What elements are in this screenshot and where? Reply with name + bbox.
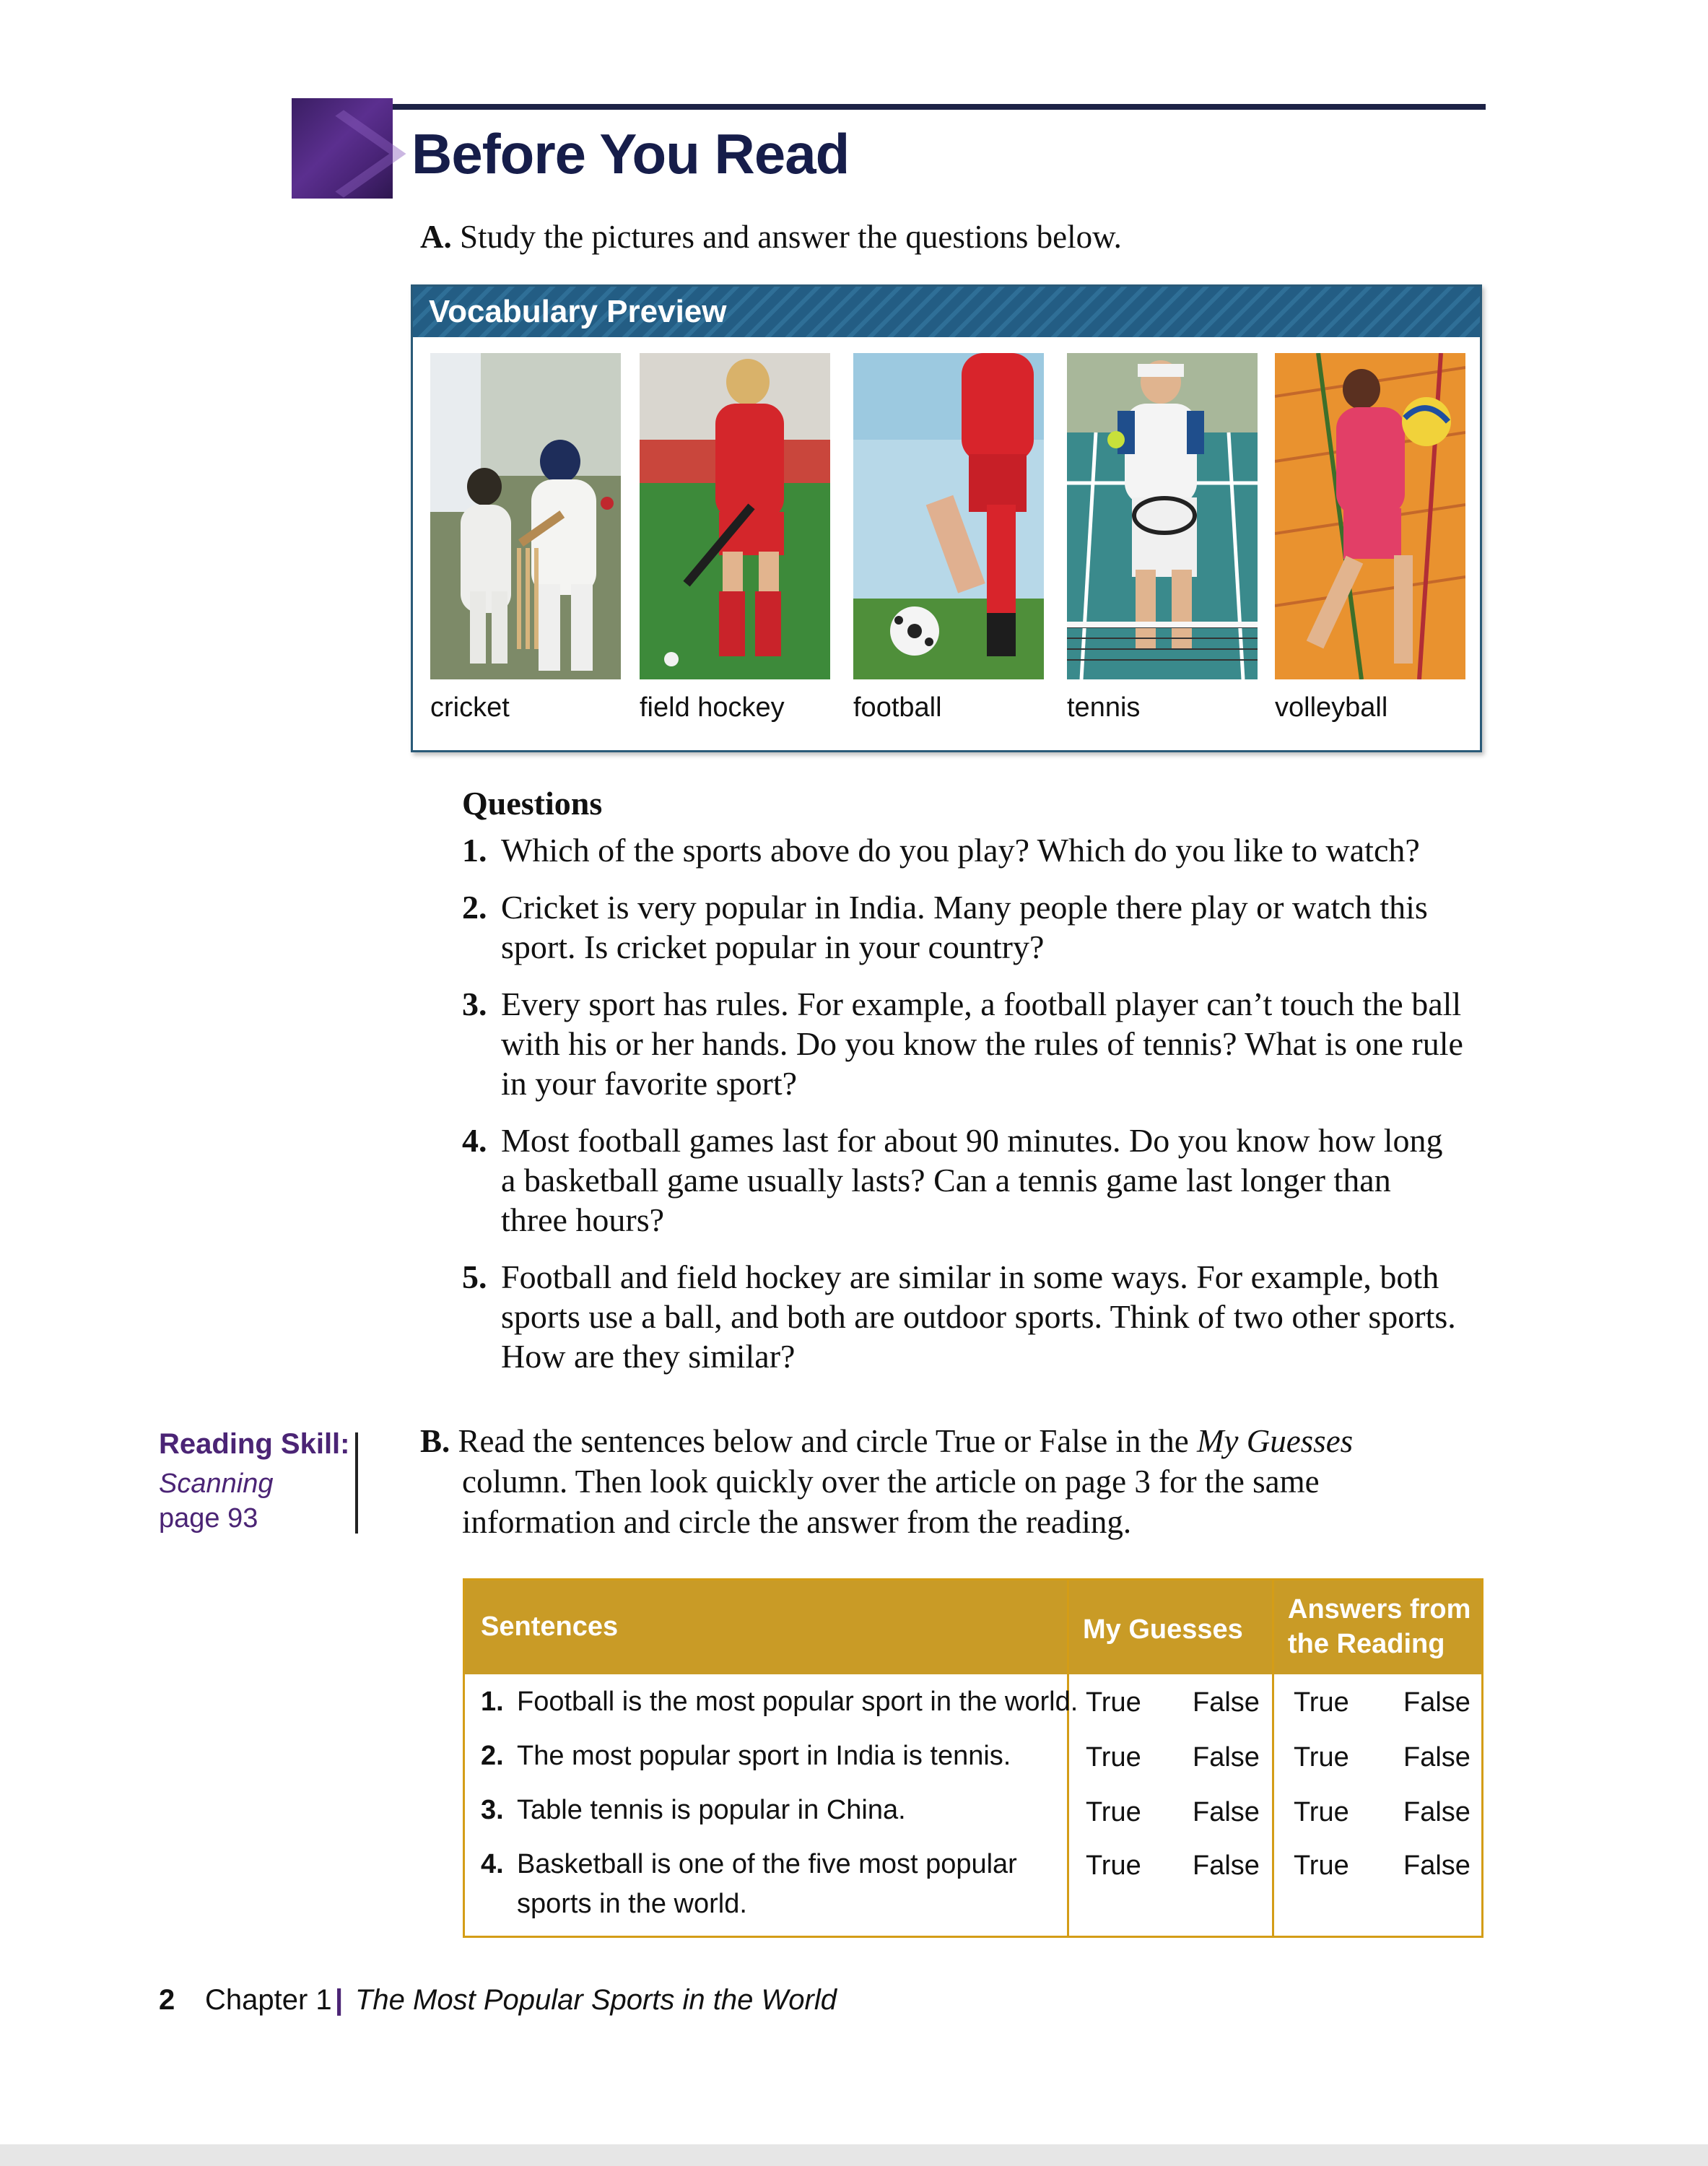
- table-row: [481, 1791, 906, 1829]
- caption-volleyball: volleyball: [1275, 692, 1388, 723]
- tennis-photo: [1067, 353, 1258, 679]
- question-item: [462, 1121, 1461, 1240]
- footer-chapter-title: The Most Popular Sports in the World: [355, 1984, 837, 2016]
- caption-tennis: tennis: [1067, 692, 1141, 723]
- table-row: [481, 1845, 1017, 1883]
- guess-false-option[interactable]: False: [1193, 1742, 1260, 1773]
- guess-true-option[interactable]: True: [1086, 1742, 1141, 1773]
- question-item: [462, 887, 1487, 967]
- answer-true-option[interactable]: True: [1294, 1850, 1349, 1881]
- answer-false-option[interactable]: False: [1403, 1797, 1470, 1827]
- question-text: Cricket is very popular in India. Many people there play or watch this sport. Is cricket popular in your country?: [501, 889, 1428, 965]
- table-row: [481, 1683, 1078, 1721]
- guess-false-option[interactable]: False: [1193, 1687, 1260, 1718]
- section-header-graphic: [292, 98, 393, 199]
- cricket-photo: [430, 353, 621, 679]
- row-sentence: Basketball is one of the five most popular: [517, 1849, 1017, 1879]
- row-number: 4.: [481, 1849, 504, 1879]
- column-divider: [1272, 1580, 1274, 1936]
- volleyball-photo: [1275, 353, 1465, 679]
- section-b-line1: Read the sentences below and circle True or False in the: [458, 1423, 1197, 1459]
- field-hockey-photo: [640, 353, 830, 679]
- question-number: 1.: [462, 832, 487, 869]
- section-b-letter: B.: [420, 1423, 450, 1459]
- guess-false-option[interactable]: False: [1193, 1797, 1260, 1827]
- footer-separator: |: [335, 1984, 344, 2016]
- caption-cricket: cricket: [430, 692, 510, 723]
- vocabulary-preview-title: Vocabulary Preview: [413, 287, 1480, 337]
- section-b-instruction: [420, 1421, 1489, 1542]
- header-sentences: Sentences: [481, 1612, 619, 1642]
- question-text: Most football games last for about 90 minutes. Do you know how long a basketball game usually lasts? Can a tennis game last longer than three hours?: [501, 1122, 1443, 1238]
- header-answers-line1: Answers from: [1288, 1594, 1471, 1624]
- football-photo: [853, 353, 1044, 679]
- row-number: 2.: [481, 1741, 504, 1771]
- questions-heading: Questions: [462, 785, 603, 822]
- answer-true-option[interactable]: True: [1294, 1797, 1349, 1827]
- answer-false-option[interactable]: False: [1403, 1687, 1470, 1718]
- side-note-divider: [355, 1432, 358, 1534]
- guess-true-option[interactable]: True: [1086, 1850, 1141, 1881]
- section-b-line2: column. Then look quickly over the article on page 3 for the same: [462, 1463, 1320, 1500]
- question-number: 3.: [462, 986, 487, 1022]
- section-b-emphasis: My Guesses: [1196, 1423, 1354, 1459]
- page-bottom-edge: [0, 2144, 1708, 2166]
- question-item: [462, 830, 1487, 870]
- answer-true-option[interactable]: True: [1294, 1687, 1349, 1718]
- question-number: 5.: [462, 1258, 487, 1295]
- answer-true-option[interactable]: True: [1294, 1742, 1349, 1773]
- true-false-table: [463, 1578, 1483, 1938]
- footer-chapter: Chapter 1: [205, 1984, 332, 2016]
- section-a-text: Study the pictures and answer the questions below.: [460, 219, 1122, 255]
- row-sentence: Football is the most popular sport in the world.: [517, 1687, 1079, 1717]
- header-answers-line2: the Reading: [1288, 1629, 1445, 1659]
- reading-skill-page-ref: page 93: [159, 1503, 258, 1534]
- row-sentence: The most popular sport in India is tennis.: [517, 1741, 1011, 1771]
- section-b-line3: information and circle the answer from the reading.: [462, 1504, 1132, 1540]
- reading-skill-name: Scanning: [159, 1469, 274, 1499]
- answer-false-option[interactable]: False: [1403, 1742, 1470, 1773]
- page-number: 2: [159, 1984, 175, 2016]
- header-my-guesses: My Guesses: [1083, 1614, 1243, 1645]
- question-item: [462, 984, 1487, 1103]
- question-number: 4.: [462, 1122, 487, 1159]
- header-rule: [393, 104, 1486, 110]
- question-text: Football and field hockey are similar in some ways. For example, both sports use a ball, and both are outdoor sports. Think of two other sports. How are they similar?: [501, 1258, 1456, 1375]
- guess-true-option[interactable]: True: [1086, 1687, 1141, 1718]
- question-text: Every sport has rules. For example, a football player can’t touch the ball with his or her hands. Do you know the rules of tennis? What is one rule in your favorite sport?: [501, 986, 1463, 1102]
- guess-true-option[interactable]: True: [1086, 1797, 1141, 1827]
- section-a-instruction: [420, 217, 1122, 257]
- question-item: [462, 1257, 1487, 1376]
- question-text: Which of the sports above do you play? Which do you like to watch?: [501, 832, 1420, 869]
- caption-football: football: [853, 692, 942, 723]
- column-divider: [1067, 1580, 1069, 1936]
- page-title: Before You Read: [411, 122, 850, 186]
- reading-skill-label: Reading Skill:: [159, 1428, 350, 1460]
- questions-list: [462, 830, 1487, 1376]
- answer-false-option[interactable]: False: [1403, 1850, 1470, 1881]
- caption-field-hockey: field hockey: [640, 692, 785, 723]
- vocabulary-preview-box: [411, 284, 1482, 752]
- question-number: 2.: [462, 889, 487, 926]
- row-number: 1.: [481, 1687, 504, 1717]
- table-row: [481, 1737, 1011, 1775]
- row-number: 3.: [481, 1795, 504, 1825]
- guess-false-option[interactable]: False: [1193, 1850, 1260, 1881]
- row-sentence-continuation: sports in the world.: [517, 1889, 747, 1919]
- section-a-letter: A.: [420, 219, 452, 255]
- row-sentence: Table tennis is popular in China.: [517, 1795, 906, 1825]
